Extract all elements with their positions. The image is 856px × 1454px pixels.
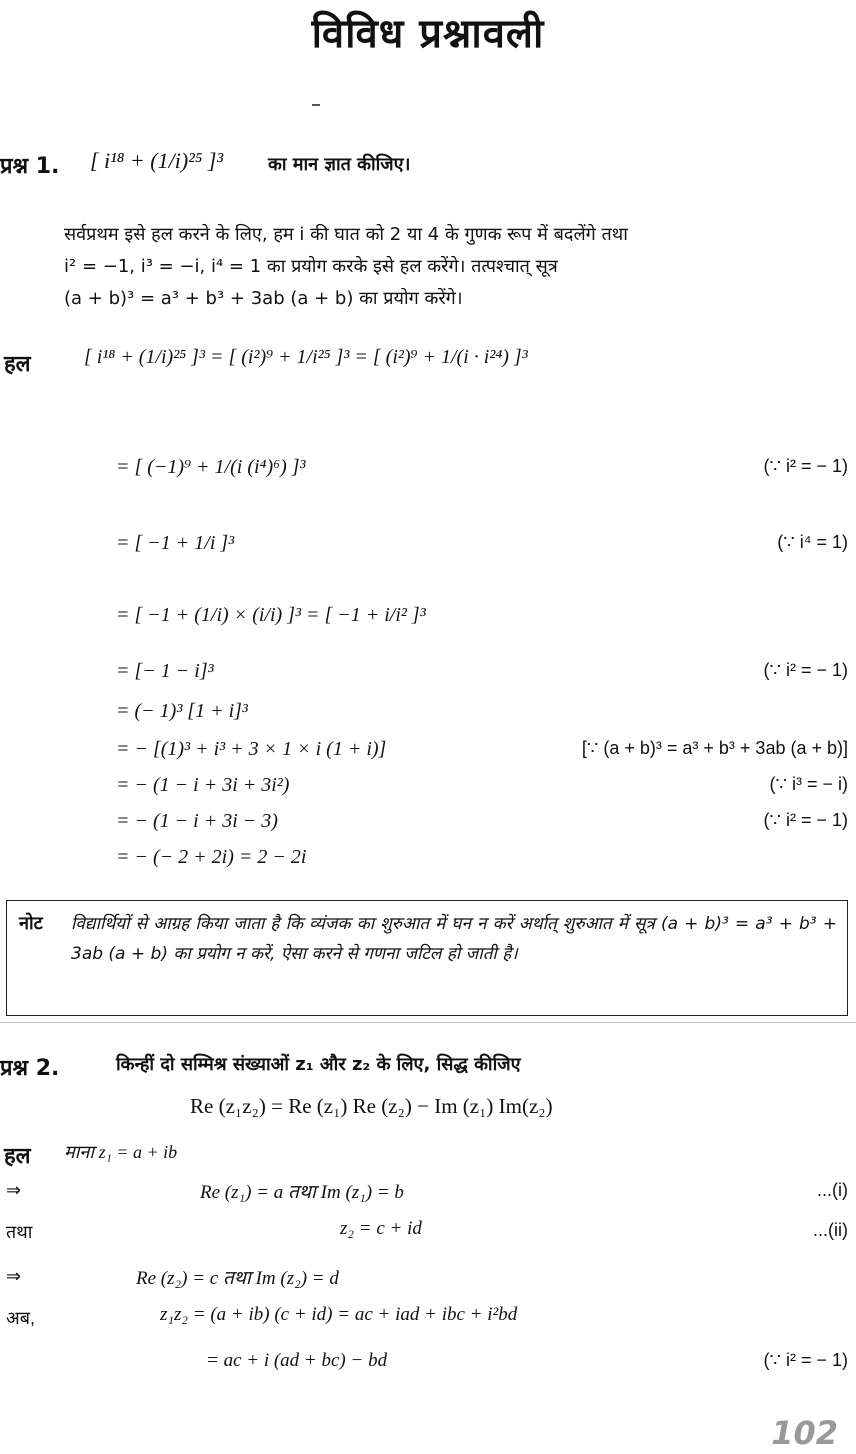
q2-line-3: Re (z₂) = c तथा Im (z₂) = d	[136, 1268, 339, 1289]
q1-step-1: [ i¹⁸ + (1/i)²⁵ ]³ = [ (i²)⁹ + 1/i²⁵ ]³ = [ (i²)⁹ + 1/(i · i²⁴) ]³	[84, 346, 528, 368]
q2-solution-intro: माना z₁ = a + ib	[64, 1142, 178, 1162]
page-title: विविध प्रश्नावली	[311, 11, 545, 57]
q2-line-1: Re (z₁) = a तथा Im (z₁) = b	[200, 1182, 404, 1203]
section-divider	[0, 1022, 856, 1023]
q1-step-9: = − (1 − i + 3i − 3)	[116, 810, 278, 832]
q1-step-5: = [− 1 − i]³	[116, 660, 214, 682]
q2-line-5: = ac + i (ad + bc) − bd	[206, 1350, 388, 1371]
q1-step-8-reason: (∵ i³ = − i)	[769, 774, 848, 794]
q2-label: प्रश्न 2.	[0, 1056, 60, 1081]
q2-identity: Re (z₁z₂) = Re (z₁) Re (z₂) − Im (z₁) Im(z₂)	[190, 1094, 553, 1118]
q1-step-3-reason: (∵ i⁴ = 1)	[777, 532, 848, 552]
q1-step-4: = [ −1 + (1/i) × (i/i) ]³ = [ −1 + i/i² ]³	[116, 604, 426, 626]
stray-mark	[312, 104, 320, 106]
q1-prompt: का मान ज्ञात कीजिए।	[268, 154, 411, 175]
q2-line-2: z₂ = c + id	[340, 1218, 422, 1239]
q2-line-4: z₁z₂ = (a + ib) (c + id) = ac + iad + ibc + i²bd	[160, 1304, 518, 1325]
q1-step-8: = − (1 − i + 3i + 3i²)	[116, 774, 290, 796]
q2-line-5-tag: (∵ i² = − 1)	[763, 1350, 848, 1370]
q2-line-1-prefix: ⇒	[6, 1180, 22, 1200]
q1-intro-line3: (a + b)³ = a³ + b³ + 3ab (a + b) का प्रयोग करेंगे।	[64, 288, 463, 309]
q2-line-4-prefix: अब,	[6, 1308, 36, 1328]
q1-intro-line2: i² = −1, i³ = −i, i⁴ = 1 का प्रयोग करके इसे हल करेंगे। तत्पश्चात् सूत्र	[64, 256, 558, 277]
q1-solution-label: हल	[4, 352, 31, 377]
q2-line-2-prefix: तथा	[6, 1222, 33, 1242]
q1-step-6: = (− 1)³ [1 + i]³	[116, 700, 248, 722]
q1-step-3: = [ −1 + 1/i ]³	[116, 532, 235, 554]
q2-line-2-tag: ...(ii)	[813, 1220, 848, 1240]
q1-intro-line1: सर्वप्रथम इसे हल करने के लिए, हम i की घात को 2 या 4 के गुणक रूप में बदलेंगे तथा	[64, 224, 628, 245]
q1-step-2-reason: (∵ i² = − 1)	[763, 456, 848, 476]
q2-line-3-prefix: ⇒	[6, 1266, 22, 1286]
q2-prompt: किन्हीं दो सम्मिश्र संख्याओं z₁ और z₂ के लिए, सिद्ध कीजिए	[116, 1054, 521, 1075]
q2-solution-label: हल	[4, 1144, 31, 1169]
q1-expression: [ i¹⁸ + (1/i)²⁵ ]³	[90, 148, 224, 173]
q1-label: प्रश्न 1.	[0, 154, 60, 179]
q1-step-7: = − [(1)³ + i³ + 3 × 1 × i (1 + i)]	[116, 738, 387, 760]
q1-step-10: = − (− 2 + 2i) = 2 − 2i	[116, 846, 307, 868]
q2-line-1-tag: ...(i)	[817, 1180, 848, 1200]
q1-step-7-reason: [∵ (a + b)³ = a³ + b³ + 3ab (a + b)]	[581, 738, 848, 758]
note-label: नोट	[19, 913, 43, 934]
note-text: विद्यार्थियों से आग्रह किया जाता है कि व्यंजक का शुरुआत में घन न करें अर्थात् शुरुआत में सूत्र (a + b)³ = a³ + b³ + 3ab (a + b) का प्रयोग न करें, ऐसा करने से गणना जटिल हो जाती है।	[71, 914, 837, 964]
page-number: 102	[771, 1414, 838, 1452]
q1-step-9-reason: (∵ i² = − 1)	[763, 810, 848, 830]
q1-step-5-reason: (∵ i² = − 1)	[763, 660, 848, 680]
q1-step-2: = [ (−1)⁹ + 1/(i (i⁴)⁶) ]³	[116, 456, 306, 478]
note-box	[6, 900, 848, 1016]
